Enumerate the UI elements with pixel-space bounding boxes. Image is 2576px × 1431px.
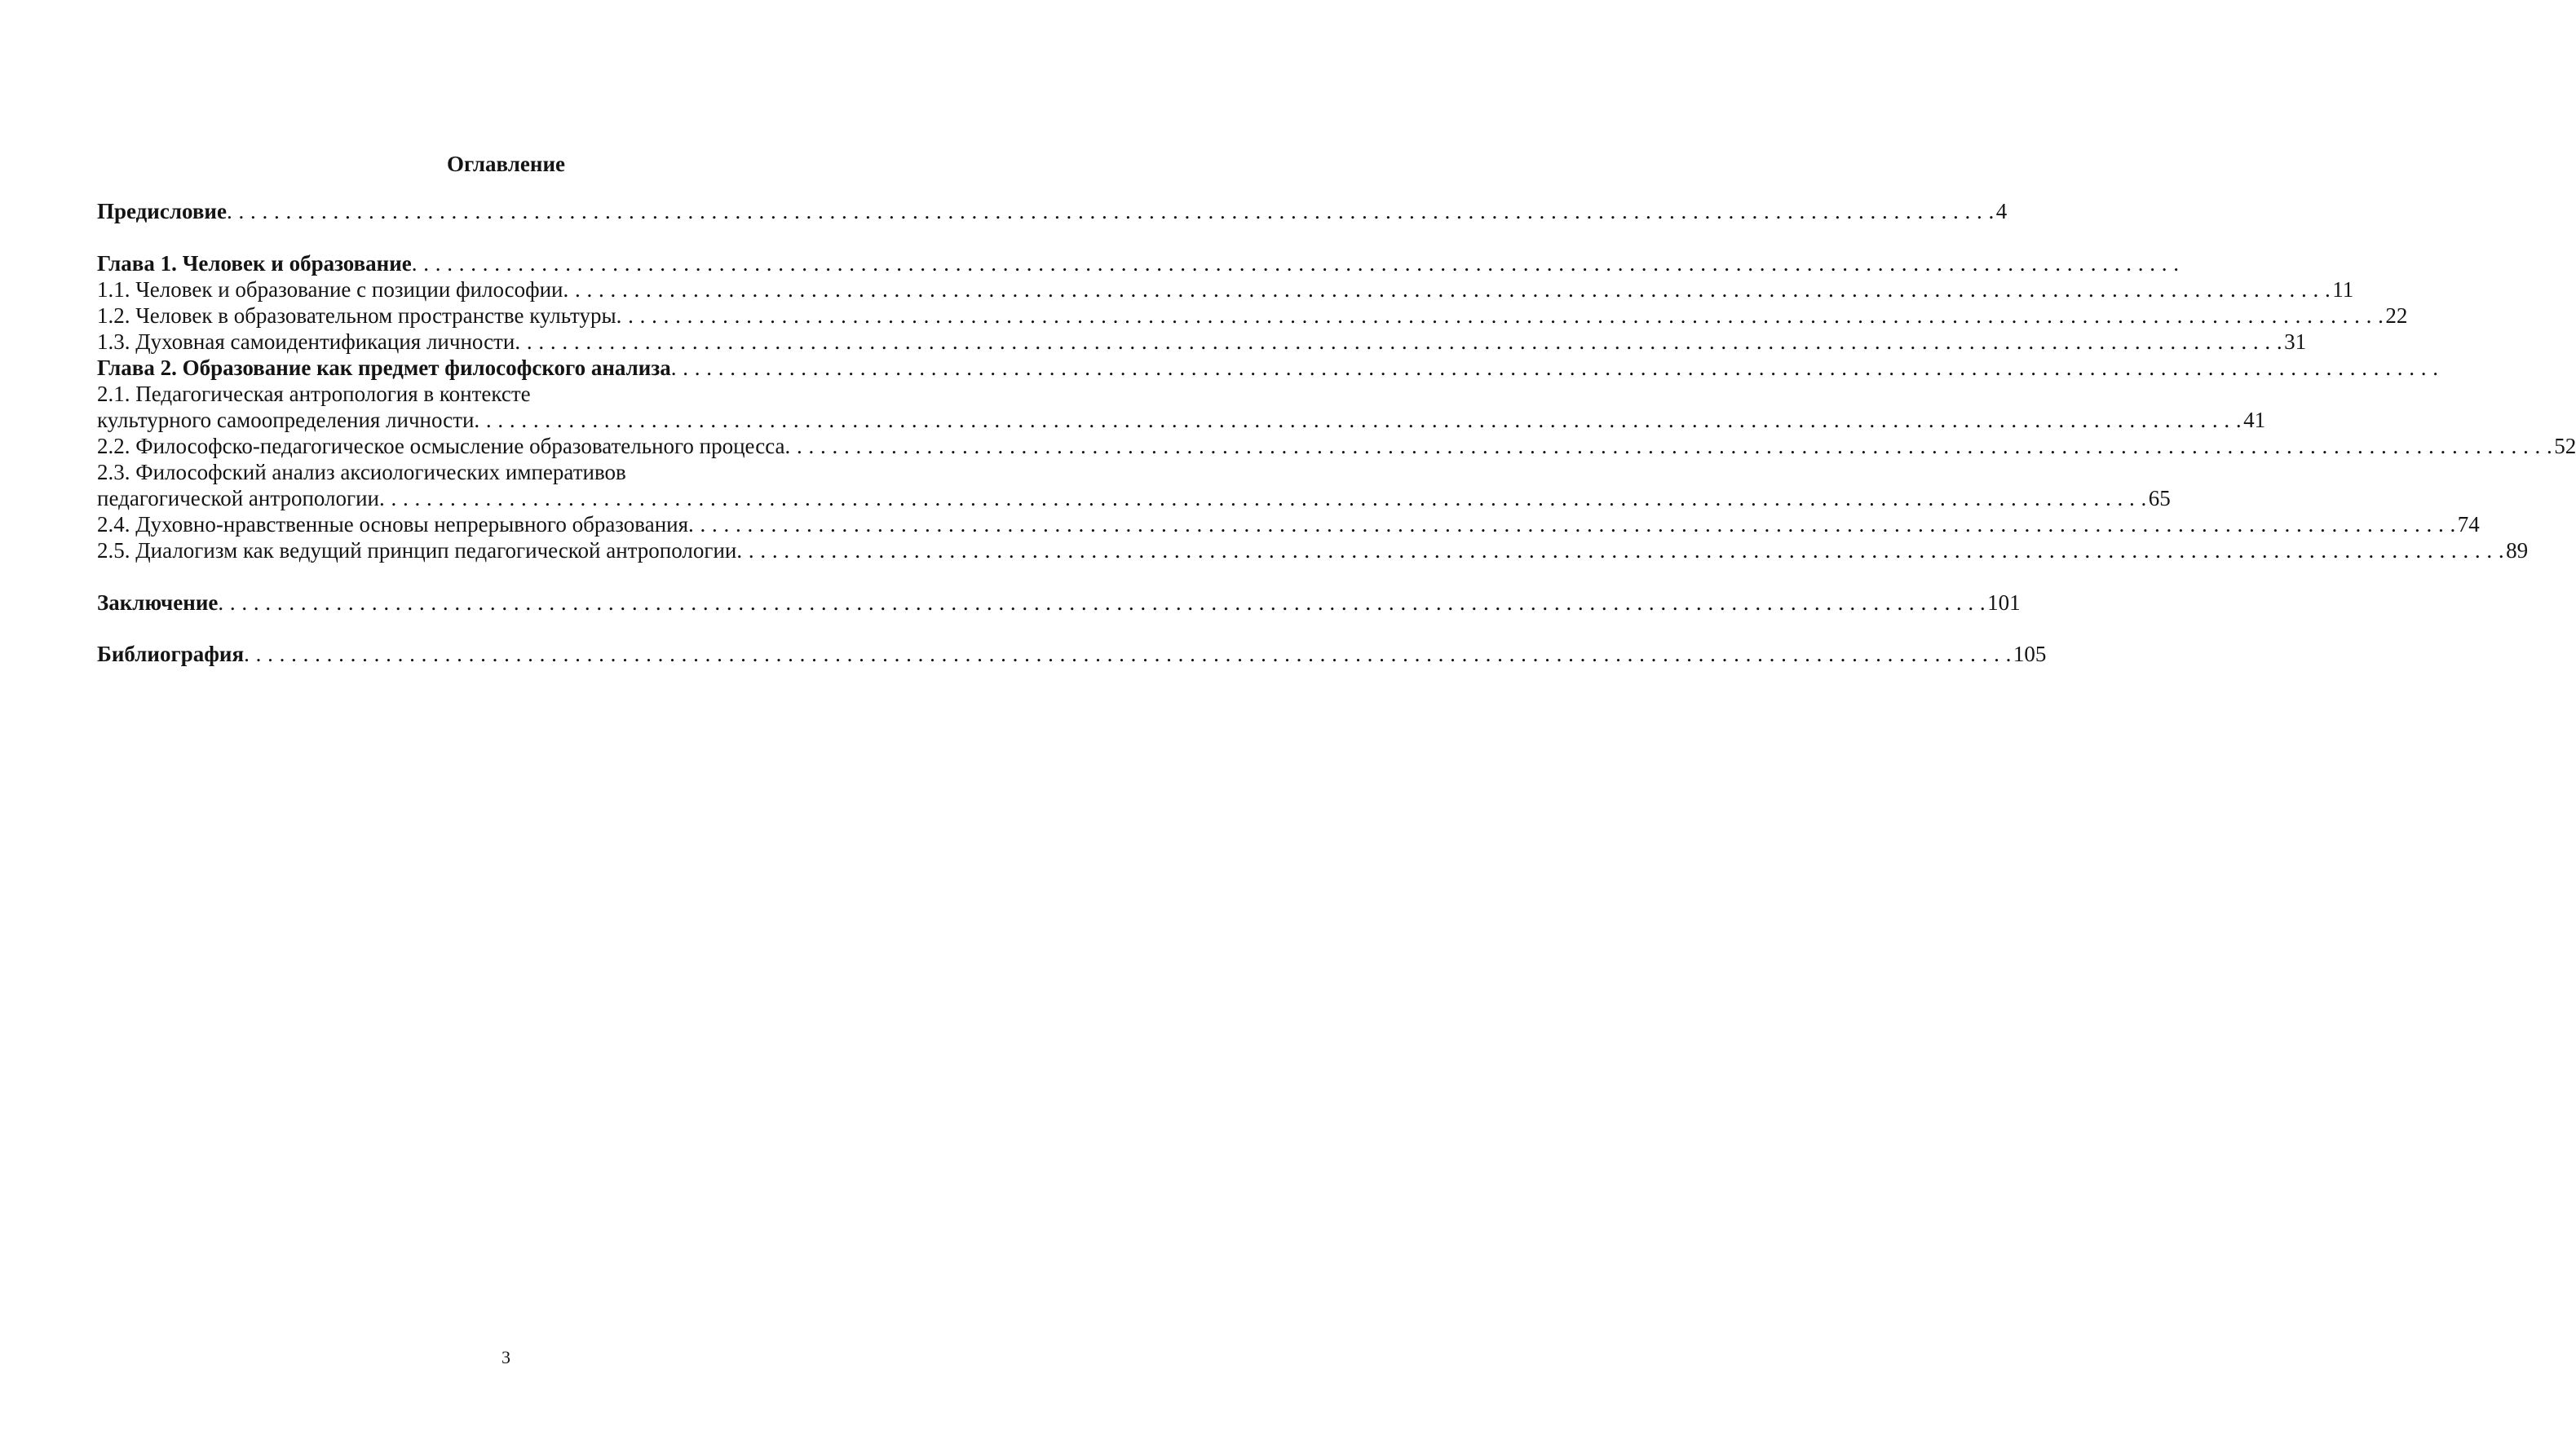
dot-leader <box>616 303 2384 329</box>
toc-entry-1-1[interactable] <box>97 276 2354 303</box>
toc-entry-title: 2.1. Педагогическая антропология в контексте <box>97 382 531 406</box>
toc-page-number: 52 <box>2554 434 2576 458</box>
toc-entry-conclusion[interactable] <box>97 590 2021 616</box>
toc-entry-2-3-line1[interactable] <box>97 459 915 485</box>
toc-entry-title-continued: педагогической антропологии <box>97 486 379 510</box>
toc-page-number: 11 <box>2332 277 2354 302</box>
toc-chapter-1[interactable] <box>97 250 915 276</box>
table-of-contents <box>97 198 2576 667</box>
toc-entry-1-3[interactable] <box>97 329 2307 355</box>
toc-entry-bibliography[interactable] <box>97 641 2047 667</box>
toc-page-number: 41 <box>2243 408 2266 432</box>
toc-entry-title: Библиография <box>97 642 245 666</box>
toc-entry-title: Заключение <box>97 590 219 615</box>
toc-entry-1-2[interactable] <box>97 303 2408 329</box>
dot-leader <box>227 198 1995 224</box>
toc-page-number: 89 <box>2506 538 2529 563</box>
toc-page-number: 105 <box>2013 642 2047 666</box>
dot-leader <box>563 276 2331 303</box>
toc-entry-title: 1.2. Человек в образовательном пространстве культуры <box>97 303 616 328</box>
toc-page-number: 31 <box>2284 329 2307 354</box>
toc-entry-title: 2.3. Философский анализ аксиологических императивов <box>97 460 626 484</box>
toc-page-number: 65 <box>2148 486 2171 510</box>
toc-entry-2-4[interactable] <box>97 511 2480 537</box>
toc-entry-title: Предисловие <box>97 199 227 223</box>
toc-entry-2-5[interactable] <box>97 537 2529 563</box>
dot-leader <box>474 407 2242 433</box>
toc-page-number: 101 <box>1987 590 2021 615</box>
toc-chapter-2[interactable] <box>97 355 915 381</box>
toc-entry-preface[interactable] <box>97 198 2008 224</box>
dot-leader <box>785 433 2553 459</box>
toc-entry-2-2[interactable] <box>97 433 2576 459</box>
toc-entry-title: 2.2. Философско-педагогическое осмысление образовательного процесса <box>97 434 785 458</box>
toc-chapter-title: Глава 2. Образование как предмет философского анализа <box>97 356 671 380</box>
toc-page-number: 74 <box>2457 512 2480 537</box>
toc-entry-title: 1.3. Духовная самоидентификация личности <box>97 329 515 354</box>
dot-leader <box>736 537 2504 563</box>
toc-entry-2-1-line1[interactable] <box>97 381 915 407</box>
dot-leader <box>379 485 2147 511</box>
dot-leader <box>515 329 2282 355</box>
page-number: 3 <box>502 1347 510 1367</box>
toc-page-number: 22 <box>2385 303 2408 328</box>
toc-entry-title: 1.1. Человек и образование с позиции философии <box>97 277 563 302</box>
toc-entry-title-continued: культурного самоопределения личности <box>97 408 475 432</box>
dot-leader <box>218 590 1986 616</box>
page-title: Оглавление <box>447 152 565 176</box>
dot-leader <box>671 355 2439 381</box>
dot-leader <box>688 511 2456 537</box>
dot-leader <box>244 641 2012 667</box>
toc-page-number: 4 <box>1995 199 2008 223</box>
toc-chapter-title: Глава 1. Человек и образование <box>97 251 412 276</box>
dot-leader <box>412 250 2180 276</box>
toc-entry-2-3-line2[interactable] <box>97 485 2171 511</box>
toc-entry-title: 2.4. Духовно-нравственные основы непрерывного образования <box>97 512 689 537</box>
toc-entry-2-1-line2[interactable] <box>97 407 2266 433</box>
toc-entry-title: 2.5. Диалогизм как ведущий принцип педагогической антропологии <box>97 538 737 563</box>
